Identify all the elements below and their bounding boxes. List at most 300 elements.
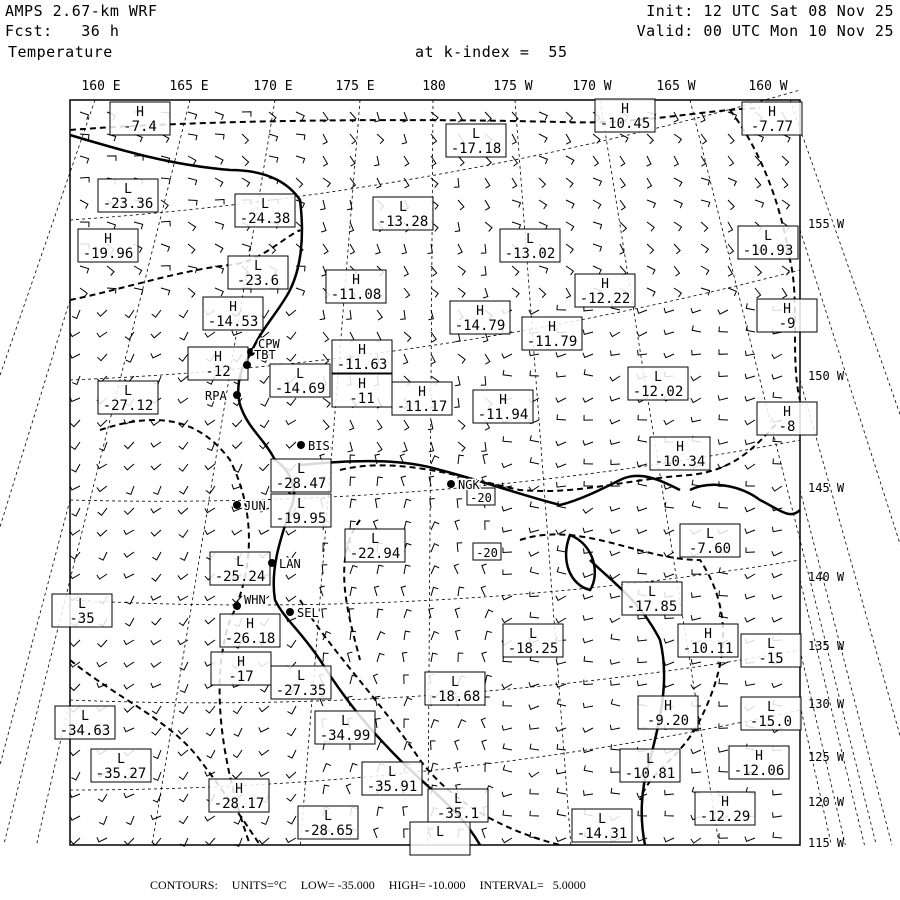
wind-barb (374, 520, 379, 530)
wind-barb (350, 178, 355, 188)
low-temp-label (628, 367, 688, 400)
wind-barb (455, 608, 460, 618)
wind-barb (719, 567, 728, 574)
wind-barb (529, 552, 539, 557)
station-marker (268, 559, 276, 567)
wind-barb (151, 508, 161, 513)
wind-barb (350, 156, 355, 166)
wind-barb (269, 134, 278, 141)
extremum-type: L (529, 627, 537, 642)
wind-barb (431, 134, 437, 144)
extremum-value: -24.38 (239, 211, 291, 227)
wind-barb (530, 811, 539, 816)
wind-barb (664, 837, 674, 842)
wind-barb (611, 699, 620, 706)
wind-barb (718, 439, 728, 444)
wind-barb (455, 520, 460, 530)
wind-barb (215, 112, 223, 120)
wind-barb (745, 594, 755, 599)
wind-barb (593, 266, 601, 274)
wind-barb (72, 508, 80, 516)
wind-barb (178, 376, 188, 382)
extremum-value: -7.60 (688, 541, 732, 557)
extremum-value: -9 (778, 316, 796, 332)
wind-barb (529, 528, 539, 533)
wind-barb (485, 521, 490, 530)
temperature-contours (70, 108, 800, 845)
extremum-type: H (664, 699, 672, 714)
high-temp-label (575, 274, 635, 307)
wind-barb (152, 728, 161, 735)
wind-barb (374, 156, 379, 166)
high-temp-label (78, 229, 138, 262)
low-temp-label (373, 197, 433, 230)
wind-barb (153, 486, 161, 494)
wind-barb (124, 662, 134, 667)
low-temp-label (55, 706, 115, 739)
extremum-type: L (764, 229, 772, 244)
wind-barb (402, 442, 407, 452)
contour-value: -20 (476, 546, 498, 560)
wind-barb (637, 529, 647, 534)
wind-barb (512, 134, 516, 144)
wind-barb (485, 178, 490, 188)
wind-barb (772, 551, 782, 556)
wind-barb (483, 288, 488, 298)
station-label: CPW (258, 337, 280, 351)
extremum-value: -13.28 (377, 214, 429, 230)
wind-barb (458, 244, 463, 254)
extremum-type: H (104, 232, 112, 247)
wind-barb (455, 376, 460, 386)
wind-barb (530, 789, 539, 794)
wind-barb (153, 794, 161, 802)
wind-barb (134, 288, 143, 295)
wind-barb (530, 592, 539, 597)
map-frame (70, 100, 800, 845)
extremum-value: -28.17 (213, 796, 265, 812)
wind-barb (745, 507, 755, 512)
low-temp-label (228, 256, 288, 289)
wind-barb (431, 156, 436, 166)
wind-barb (161, 266, 170, 271)
extremum-value: -15 (758, 651, 784, 667)
wind-barb (539, 134, 547, 143)
extremum-type: L (341, 714, 349, 729)
wind-barb (377, 442, 382, 452)
station-marker (233, 391, 241, 399)
extremum-value: -14.53 (207, 314, 259, 330)
wind-barb (664, 573, 674, 578)
wind-barb (674, 134, 681, 143)
wind-barb (458, 442, 465, 452)
wind-barb (259, 464, 269, 471)
wind-barb (404, 698, 412, 706)
high-temp-label (595, 99, 655, 132)
wind-barb (458, 653, 463, 662)
wind-barb (97, 530, 107, 536)
extremum-type: L (81, 709, 89, 724)
extremum-type: L (297, 669, 305, 684)
wind-barb (124, 706, 134, 712)
station-label: NGK (458, 478, 480, 492)
low-temp-label (428, 789, 488, 822)
wind-barb (400, 310, 405, 319)
extremum-value: -17 (228, 669, 254, 685)
contour-labels (467, 488, 501, 560)
wind-barb (485, 610, 493, 618)
high-temp-label (326, 270, 386, 303)
wind-barb (611, 350, 621, 355)
wind-barb (404, 829, 409, 838)
wind-barb (719, 349, 728, 354)
wind-barb (346, 310, 351, 319)
wind-barb (557, 788, 566, 795)
wind-barb (647, 244, 654, 254)
extremum-value: -15.0 (749, 714, 793, 730)
wind-barb (583, 594, 593, 599)
wind-barb (377, 807, 383, 816)
wind-barb (287, 354, 296, 361)
wind-barb (288, 706, 297, 714)
station-label: RPA (205, 389, 227, 403)
wind-barb (179, 530, 188, 537)
wind-barb (188, 222, 196, 231)
meridian-line (515, 100, 571, 845)
high-temp-label (332, 340, 392, 373)
wind-barb (782, 200, 789, 209)
wind-barb (728, 266, 732, 276)
extremum-value: -35.91 (366, 779, 418, 795)
meridian-line (0, 500, 70, 845)
wind-barb (557, 305, 566, 310)
low-temp-label (91, 749, 151, 782)
wind-barb (584, 459, 593, 464)
wind-barb (403, 354, 408, 364)
wind-barb (215, 178, 223, 187)
units-label: UNITS=°C (231, 878, 287, 892)
wind-barb (481, 244, 486, 253)
extremum-type: L (117, 752, 125, 767)
wind-barb (401, 586, 406, 596)
longitude-label: 175 E (335, 79, 375, 94)
wind-barb (772, 683, 782, 688)
low-temp-label (98, 381, 158, 414)
wind-barb (556, 837, 566, 842)
wind-barb (97, 662, 107, 667)
wind-barb (719, 701, 728, 706)
station-label: SEL (297, 606, 319, 620)
wind-barb (161, 221, 170, 226)
wind-barb (458, 420, 465, 430)
wind-barb (242, 244, 251, 252)
wind-barb (124, 508, 134, 514)
wind-barb (296, 288, 305, 296)
wind-barb (692, 569, 701, 574)
wind-barb (72, 310, 80, 318)
wind-barb (566, 134, 571, 144)
wind-barb (296, 156, 305, 163)
wind-barb (348, 652, 353, 662)
low-temp-label (680, 524, 740, 557)
extremum-value: -27.35 (275, 683, 327, 699)
high-temp-label (392, 382, 452, 415)
wind-barb (242, 112, 251, 117)
wind-barb (286, 442, 296, 448)
meridian-line (800, 705, 831, 845)
wind-barb (692, 325, 701, 332)
wind-barb (610, 332, 620, 337)
wind-barb (691, 615, 701, 620)
wind-barb (404, 332, 411, 342)
wind-barb (188, 288, 195, 298)
latitude-label: 120 W (808, 795, 845, 809)
extremum-value: -28.65 (302, 823, 354, 839)
extremum-type: H (214, 350, 222, 365)
wind-barb (610, 376, 620, 381)
wind-barb (323, 332, 329, 342)
wind-barb (188, 244, 195, 254)
wind-barb (205, 816, 215, 821)
wind-barb (207, 750, 216, 758)
wind-barb (719, 679, 728, 685)
wind-barb (556, 618, 566, 623)
wind-barb (458, 720, 466, 728)
wind-barb (691, 417, 701, 422)
low-temp-label (298, 806, 358, 839)
wind-barb (637, 309, 647, 314)
wind-barb (178, 640, 188, 645)
wind-barb (583, 703, 593, 708)
wind-barb (125, 332, 134, 340)
wind-barb (404, 178, 409, 188)
wind-barb (431, 332, 436, 342)
extremum-value: -10.81 (624, 766, 676, 782)
extremum-value: -22.94 (349, 546, 401, 562)
extremum-value: -12.02 (632, 384, 684, 400)
wind-barb (610, 506, 620, 511)
extremum-type: H (235, 782, 243, 797)
wind-barb (152, 574, 161, 581)
wind-barb (178, 398, 188, 403)
wind-barb (482, 740, 487, 750)
wind-barb (782, 178, 788, 188)
wind-barb (124, 727, 134, 732)
station-label: JUN (244, 499, 266, 513)
wind-barb (215, 222, 224, 229)
high-temp-label (638, 696, 698, 729)
wind-barb (97, 574, 107, 579)
extremum-value: -7.77 (750, 119, 794, 135)
wind-barb (377, 420, 382, 430)
wind-barb (323, 420, 329, 430)
extremum-type: H (499, 393, 507, 408)
wind-barb (242, 178, 250, 187)
longitude-label: 170 W (572, 79, 612, 94)
wind-barb (637, 681, 647, 686)
wind-barb (692, 501, 701, 508)
extremum-value: -34.63 (59, 723, 111, 739)
wind-barb (124, 640, 134, 645)
contours-label: CONTOURS: (150, 878, 218, 892)
wind-barb (503, 701, 512, 706)
wind-barb (620, 244, 625, 254)
wind-barb (503, 810, 512, 816)
wind-barb (152, 310, 161, 317)
wind-barb (503, 436, 512, 442)
wind-barb (593, 244, 602, 252)
wind-barb (261, 816, 269, 824)
wind-barb (745, 681, 755, 686)
wind-barb (584, 415, 593, 420)
wind-barb (718, 395, 728, 400)
wind-barb (296, 178, 303, 188)
wind-barb (674, 266, 680, 276)
wind-barb (80, 200, 88, 209)
high-temp-label (757, 299, 817, 332)
wind-barb (321, 222, 326, 232)
high-temp-label (110, 102, 170, 135)
wind-barb (502, 354, 512, 359)
extremum-type: H (229, 300, 237, 315)
wind-barb (320, 200, 325, 210)
wind-barb (206, 728, 215, 736)
low-temp-label (622, 582, 682, 615)
wind-barb (70, 750, 80, 756)
wind-barb (719, 372, 728, 377)
wind-barb (124, 793, 134, 798)
wind-barb (728, 200, 734, 210)
wind-barb (179, 772, 188, 780)
wind-barb (502, 527, 512, 532)
wind-barb (296, 112, 304, 120)
wind-barb (205, 596, 215, 601)
wind-barb (610, 618, 620, 622)
wind-barb (566, 266, 573, 275)
wind-barb (70, 530, 80, 535)
wind-barb (503, 370, 512, 376)
wind-barb (746, 481, 755, 486)
latitude-label: 115 W (808, 836, 845, 850)
wind-barb (350, 566, 358, 575)
wind-barb (772, 617, 782, 622)
extremum-value: -11.17 (396, 399, 448, 415)
extremum-value: -34.99 (319, 728, 371, 744)
wind-barb (583, 440, 593, 445)
extremum-type: H (755, 749, 763, 764)
wind-barb (584, 656, 593, 662)
wind-barb (782, 156, 789, 166)
wind-barb (529, 772, 539, 777)
wind-barb (376, 719, 381, 729)
wind-barb (322, 609, 327, 618)
station-label: TBT (254, 348, 276, 362)
wind-barb (286, 530, 296, 535)
wind-barb (153, 772, 161, 780)
extremum-value: -11.94 (477, 407, 529, 423)
wind-barb (286, 772, 296, 778)
wind-barb (151, 640, 161, 645)
wind-barb (124, 574, 134, 579)
wind-barb (287, 398, 296, 405)
extremum-value: -18.68 (429, 689, 481, 705)
wind-barb (530, 744, 539, 750)
wind-barb (701, 200, 710, 207)
wind-barb (593, 156, 598, 166)
wind-barb (583, 615, 593, 620)
wind-barb (566, 156, 574, 165)
wind-barb (232, 530, 242, 535)
wind-barb (404, 156, 409, 166)
wind-barb (530, 501, 539, 508)
longitude-label: 180 (422, 79, 446, 94)
wind-barb (611, 788, 620, 794)
wind-barb (502, 463, 512, 468)
wind-barb (287, 794, 296, 801)
wind-barb (454, 398, 459, 408)
extremum-type: L (451, 675, 459, 690)
wind-barb (674, 222, 682, 231)
extremum-value: -17.85 (626, 599, 678, 615)
wind-barb (719, 833, 728, 838)
wind-barb (404, 565, 411, 574)
wind-barb (620, 156, 625, 166)
wind-barb (188, 134, 197, 140)
wind-barb (70, 574, 80, 579)
wind-barb (70, 838, 80, 844)
wind-barb (458, 587, 464, 596)
extremum-type: L (767, 637, 775, 652)
wind-barb (701, 178, 710, 185)
wind-barb (99, 552, 107, 560)
wind-barb (745, 837, 755, 842)
wind-barb (126, 816, 134, 824)
wind-barb (691, 398, 701, 403)
wind-barb (404, 266, 408, 276)
wind-barb (482, 564, 487, 574)
extremum-value: -11.63 (336, 357, 388, 373)
wind-barb (701, 222, 708, 232)
wind-barb (134, 222, 143, 229)
wind-barb (772, 354, 782, 359)
wind-barb (206, 706, 215, 713)
extremum-value: -14.79 (454, 318, 506, 334)
wind-barb (611, 680, 620, 685)
wind-barb (583, 638, 593, 643)
wind-barb (288, 750, 296, 758)
wind-barb (557, 744, 566, 750)
low-temp-label (271, 494, 331, 527)
extremum-value: -12.06 (733, 763, 785, 779)
extremum-type: L (648, 585, 656, 600)
wind-barb (402, 134, 407, 144)
extremum-type: L (767, 700, 775, 715)
wind-barb (349, 420, 354, 430)
station-marker (286, 608, 294, 616)
valid-time: Valid: 00 UTC Mon 10 Nov 25 (636, 22, 894, 40)
wind-barb (286, 838, 296, 842)
extremum-type: H (704, 627, 712, 642)
wind-barb (638, 350, 647, 355)
station-marker (243, 361, 251, 369)
wind-barb (404, 719, 409, 728)
parallel-line (70, 90, 800, 220)
wind-barb (287, 728, 296, 736)
extremum-type: H (136, 105, 144, 120)
wind-barb (404, 420, 409, 430)
wind-barb (431, 632, 439, 640)
high-temp-label (695, 792, 755, 825)
